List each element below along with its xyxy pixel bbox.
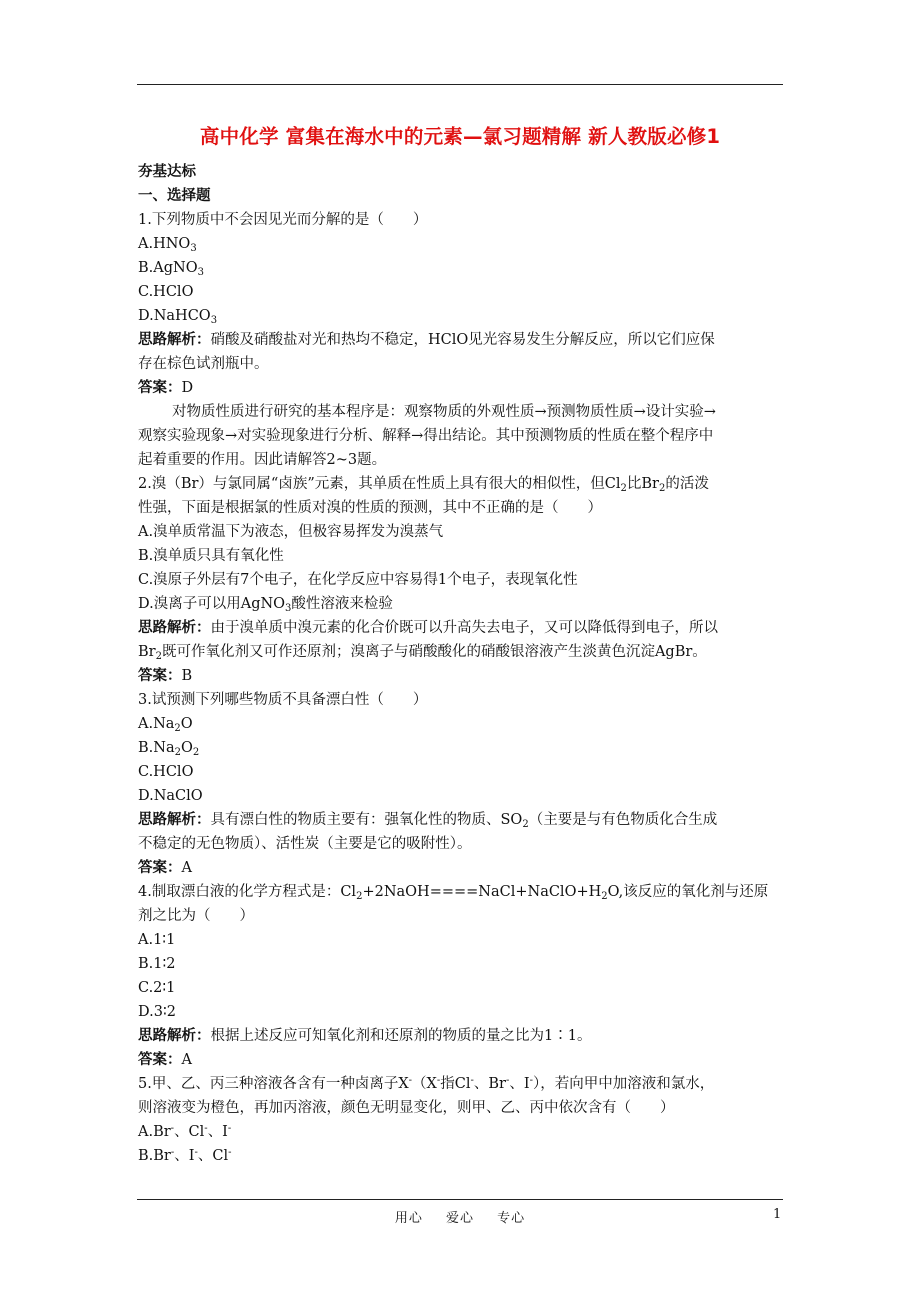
q3-option-d: D.NaClO bbox=[138, 788, 203, 804]
footer-word-3: 专心 bbox=[497, 1211, 526, 1226]
question-4-stem-cont: 剂之比为（ ） bbox=[138, 908, 254, 924]
q5-option-a: A.Br-、Cl-、I- bbox=[138, 1123, 232, 1140]
q2-answer: 答案：B bbox=[138, 668, 193, 684]
q3-option-c: C.HClO bbox=[138, 764, 194, 780]
q4-option-b: B.1∶2 bbox=[138, 956, 176, 972]
q1-analysis-cont: 存在棕色试剂瓶中。 bbox=[138, 356, 269, 372]
footer-word-1: 用心 bbox=[394, 1211, 423, 1226]
q4-answer: 答案：A bbox=[138, 1052, 192, 1068]
question-3-stem: 3.试预测下列哪些物质不具备漂白性（ ） bbox=[138, 692, 428, 708]
page-number: 1 bbox=[773, 1207, 782, 1222]
q2-option-c: C.溴原子外层有7个电子，在化学反应中容易得1个电子，表现氧化性 bbox=[138, 572, 578, 588]
question-5-stem: 5.甲、乙、丙三种溶液各含有一种卤离子X-（X-指Cl-、Br-、I-），若向甲中加溶液和氯水， bbox=[138, 1075, 715, 1092]
question-1-stem: 1.下列物质中不会因见光而分解的是（ ） bbox=[138, 212, 428, 228]
q3-analysis: 思路解析：具有漂白性的物质主要有：强氧化性的物质、$SO_2$（主要是与有色物质化合生成 bbox=[138, 812, 718, 830]
question-2-stem: 2.溴（Br）与氯同属“卤族”元素，其单质在性质上具有很大的相似性，但$Cl_2$比$Br_2$的活泼 bbox=[138, 476, 709, 494]
question-2-stem-cont: 性强，下面是根据氯的性质对溴的性质的预测，其中不正确的是（ ） bbox=[138, 500, 602, 516]
q1-option-b: B.AgNO$_3$ bbox=[138, 260, 204, 278]
q2-analysis: 思路解析：由于溴单质中溴元素的化合价既可以升高失去电子，又可以降低得到电子，所以 bbox=[138, 620, 718, 636]
intro-line-2: 观察实验现象→对实验现象进行分析、解释→得出结论。其中预测物质的性质在整个程序中 bbox=[138, 428, 714, 444]
question-5-stem-cont: 则溶液变为橙色，再加丙溶液，颜色无明显变化，则甲、乙、丙中依次含有（ ） bbox=[138, 1100, 675, 1116]
q3-option-b: $B.Na_2O_2$ bbox=[138, 740, 200, 758]
q4-option-a: A.1∶1 bbox=[138, 932, 176, 948]
document-title: 高中化学 富集在海水中的元素—氯习题精解 新人教版必修1 bbox=[199, 125, 721, 148]
q2-option-d: D.溴离子可以用AgNO$_3$酸性溶液来检验 bbox=[138, 596, 393, 614]
document-body bbox=[138, 160, 784, 1168]
q1-option-a: $A.HNO_3$ bbox=[138, 236, 197, 254]
question-4-stem: 4.制取漂白液的化学方程式是：$Cl_2+2NaOH====NaCl+NaClO+H_2O$,该反应的氧化剂与还原 bbox=[138, 884, 769, 902]
section-heading: 夯基达标 bbox=[138, 164, 196, 180]
footer-rule bbox=[137, 1199, 783, 1200]
q1-option-d: D.NaHCO$_3$ bbox=[138, 308, 218, 326]
q4-option-c: C.2∶1 bbox=[138, 980, 176, 996]
footer-word-2: 爱心 bbox=[445, 1211, 474, 1226]
q4-analysis: 思路解析：根据上述反应可知氧化剂和还原剂的物质的量之比为1∶1。 bbox=[138, 1028, 592, 1044]
q1-answer: 答案：D bbox=[138, 380, 194, 396]
header-rule bbox=[137, 84, 783, 85]
q5-option-b: B.Br-、I-、Cl- bbox=[138, 1147, 232, 1164]
intro-line-1: 对物质性质进行研究的基本程序是：观察物质的外观性质→预测物质性质→设计实验→ bbox=[172, 404, 716, 420]
q4-option-d: D.3∶2 bbox=[138, 1004, 176, 1020]
q3-option-a: $A.Na_2O$ bbox=[138, 716, 193, 734]
q1-option-c: C.HClO bbox=[138, 284, 194, 300]
page-footer bbox=[0, 1207, 920, 1226]
part-heading: 一、选择题 bbox=[138, 188, 211, 204]
q2-option-a: A.溴单质常温下为液态，但极容易挥发为溴蒸气 bbox=[138, 524, 444, 540]
q2-analysis-cont: $Br_2$既可作氧化剂又可作还原剂；溴离子与硝酸酸化的硝酸银溶液产生淡黄色沉淀AgBr。 bbox=[138, 644, 707, 662]
q3-answer: 答案：A bbox=[138, 860, 192, 876]
intro-line-3: 起着重要的作用。因此请解答2~3题。 bbox=[138, 452, 387, 468]
q3-analysis-cont: 不稳定的无色物质）、活性炭（主要是它的吸附性）。 bbox=[138, 836, 472, 852]
q2-option-b: B.溴单质只具有氧化性 bbox=[138, 548, 284, 564]
q1-analysis: 思路解析：硝酸及硝酸盐对光和热均不稳定，HClO见光容易发生分解反应，所以它们应保 bbox=[138, 332, 715, 348]
